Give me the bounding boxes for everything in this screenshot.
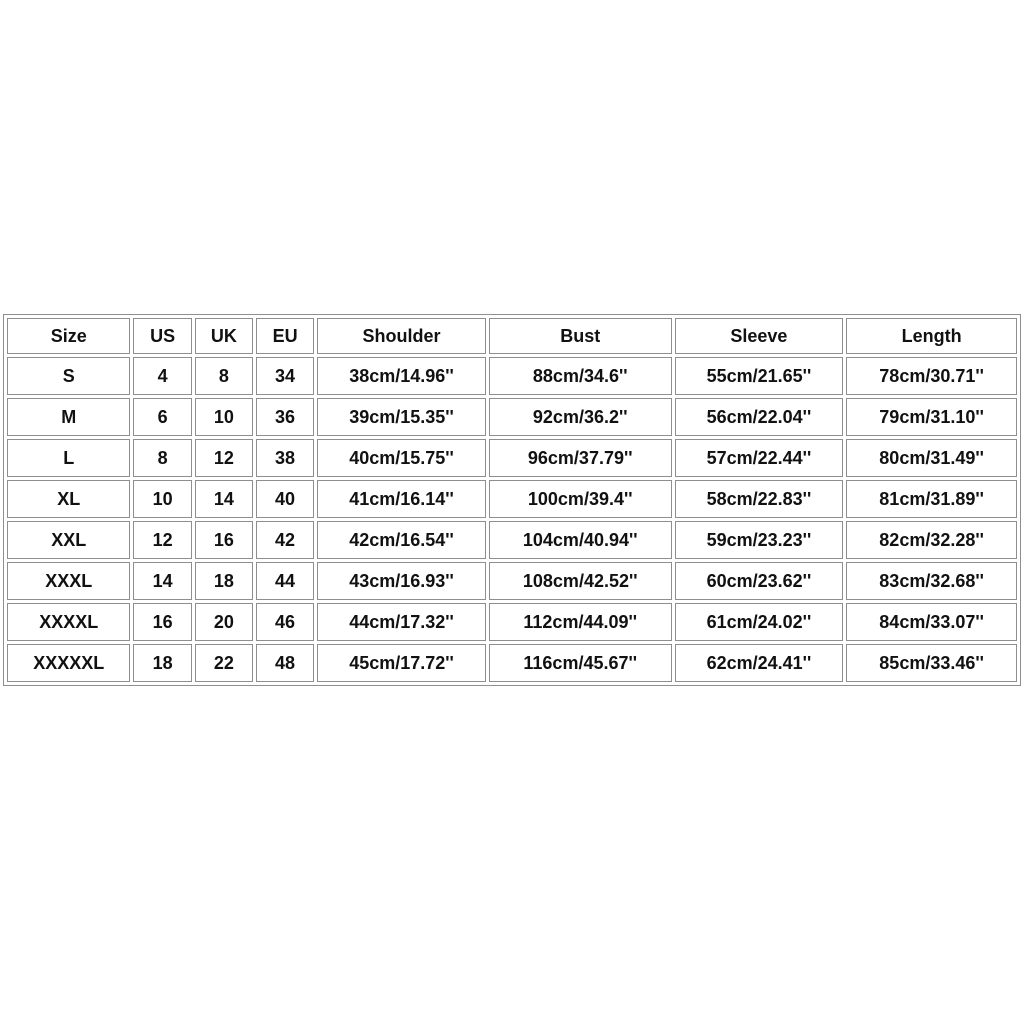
table-row	[7, 521, 1017, 559]
table-row	[7, 439, 1017, 477]
cell-sleeve: 61cm/24.02''	[675, 603, 844, 641]
cell-sleeve: 60cm/23.62''	[675, 562, 844, 600]
cell-us: 4	[133, 357, 191, 395]
table-row	[7, 357, 1017, 395]
cell-uk: 18	[195, 562, 253, 600]
header-row	[7, 318, 1017, 354]
cell-bust: 88cm/34.6''	[489, 357, 672, 395]
cell-us: 10	[133, 480, 191, 518]
cell-uk: 16	[195, 521, 253, 559]
cell-length: 78cm/30.71''	[846, 357, 1017, 395]
header-sleeve: Sleeve	[675, 318, 844, 354]
cell-eu: 34	[256, 357, 314, 395]
cell-length: 79cm/31.10''	[846, 398, 1017, 436]
cell-eu: 44	[256, 562, 314, 600]
header-us: US	[133, 318, 191, 354]
cell-shoulder: 43cm/16.93''	[317, 562, 486, 600]
cell-sleeve: 57cm/22.44''	[675, 439, 844, 477]
cell-bust: 112cm/44.09''	[489, 603, 672, 641]
cell-uk: 22	[195, 644, 253, 682]
table-row	[7, 644, 1017, 682]
cell-sleeve: 62cm/24.41''	[675, 644, 844, 682]
cell-bust: 92cm/36.2''	[489, 398, 672, 436]
cell-size: S	[7, 357, 130, 395]
size-chart-table	[3, 314, 1021, 686]
cell-sleeve: 55cm/21.65''	[675, 357, 844, 395]
cell-us: 14	[133, 562, 191, 600]
cell-us: 18	[133, 644, 191, 682]
cell-us: 6	[133, 398, 191, 436]
cell-shoulder: 39cm/15.35''	[317, 398, 486, 436]
table-row	[7, 398, 1017, 436]
cell-uk: 8	[195, 357, 253, 395]
cell-bust: 104cm/40.94''	[489, 521, 672, 559]
cell-bust: 116cm/45.67''	[489, 644, 672, 682]
header-eu: EU	[256, 318, 314, 354]
cell-bust: 100cm/39.4''	[489, 480, 672, 518]
cell-eu: 38	[256, 439, 314, 477]
cell-bust: 108cm/42.52''	[489, 562, 672, 600]
cell-uk: 14	[195, 480, 253, 518]
cell-uk: 20	[195, 603, 253, 641]
cell-eu: 40	[256, 480, 314, 518]
cell-length: 82cm/32.28''	[846, 521, 1017, 559]
cell-shoulder: 42cm/16.54''	[317, 521, 486, 559]
cell-size: XL	[7, 480, 130, 518]
cell-us: 12	[133, 521, 191, 559]
cell-eu: 48	[256, 644, 314, 682]
cell-bust: 96cm/37.79''	[489, 439, 672, 477]
cell-length: 85cm/33.46''	[846, 644, 1017, 682]
cell-length: 83cm/32.68''	[846, 562, 1017, 600]
cell-uk: 10	[195, 398, 253, 436]
header-shoulder: Shoulder	[317, 318, 486, 354]
cell-size: XXXXL	[7, 603, 130, 641]
header-uk: UK	[195, 318, 253, 354]
cell-shoulder: 41cm/16.14''	[317, 480, 486, 518]
cell-eu: 36	[256, 398, 314, 436]
header-bust: Bust	[489, 318, 672, 354]
cell-size: XXXL	[7, 562, 130, 600]
header-length: Length	[846, 318, 1017, 354]
cell-length: 81cm/31.89''	[846, 480, 1017, 518]
cell-shoulder: 44cm/17.32''	[317, 603, 486, 641]
table-row	[7, 562, 1017, 600]
cell-sleeve: 59cm/23.23''	[675, 521, 844, 559]
cell-size: XXL	[7, 521, 130, 559]
cell-sleeve: 56cm/22.04''	[675, 398, 844, 436]
cell-eu: 46	[256, 603, 314, 641]
cell-us: 8	[133, 439, 191, 477]
cell-eu: 42	[256, 521, 314, 559]
header-size: Size	[7, 318, 130, 354]
cell-size: L	[7, 439, 130, 477]
cell-length: 80cm/31.49''	[846, 439, 1017, 477]
cell-shoulder: 38cm/14.96''	[317, 357, 486, 395]
table-row	[7, 603, 1017, 641]
cell-shoulder: 40cm/15.75''	[317, 439, 486, 477]
cell-length: 84cm/33.07''	[846, 603, 1017, 641]
cell-shoulder: 45cm/17.72''	[317, 644, 486, 682]
cell-size: M	[7, 398, 130, 436]
table-row	[7, 480, 1017, 518]
cell-sleeve: 58cm/22.83''	[675, 480, 844, 518]
cell-size: XXXXXL	[7, 644, 130, 682]
cell-us: 16	[133, 603, 191, 641]
cell-uk: 12	[195, 439, 253, 477]
